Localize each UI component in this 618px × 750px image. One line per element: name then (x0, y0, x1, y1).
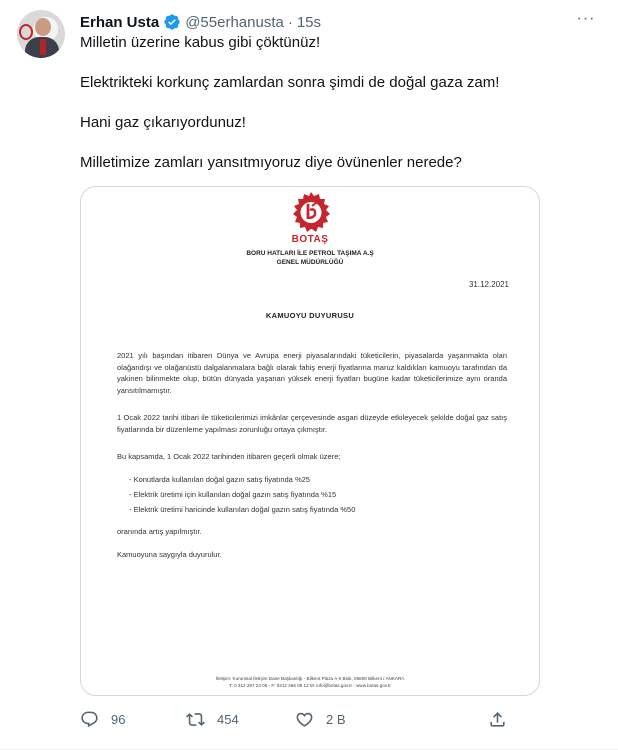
document-paragraph: 2021 yılı başından itibaren Dünya ve Avrupa enerji piyasalarındaki tüketicilerin, piyasalarda yaşanmakta olan olağandışı ve olağanüstü dalgalanmalara bağlı olarak fahiş enerji fiyatlarına maruz kaldıkları kamuoyu tarafından da yakinen bilinmekte olup, bütün dünyada yaşanan yüksek enerji fiyatları bugüne kadar tüketicilerimize aynı oranda yansıtılmamıştır. (117, 351, 507, 395)
tweet-text-line: Hani gaz çıkarıyordunuz! (80, 114, 246, 131)
document-date: 31.12.2021 (468, 280, 509, 289)
footer-line: T: 0 312 297 23 05 - F: 0312 266 08 12 M: info@botas.gov.tr - www.botas.gov.tr (229, 683, 391, 688)
reply-icon (80, 710, 99, 729)
emblem-icon (19, 24, 33, 40)
botas-logo-icon (285, 187, 337, 239)
tweet-time[interactable]: 15s (296, 13, 322, 31)
document-bullet: - Elektrik üretimi haricinde kullanılan doğal gazın satış fiyatında %50 (129, 505, 356, 514)
verified-badge-icon (163, 13, 181, 31)
retweet-icon (186, 710, 205, 729)
document-closing: Kamuoyuna saygıyla duyurulur. (117, 550, 222, 559)
document-paragraph: 1 Ocak 2022 tarihi itibari ile tüketicilerimizi imkânlar çerçevesinde asgari düzeyde etkileyecek şekilde doğal gaz satış fiyatlarında bir düzenleme yapılması zorunluğu ortaya çıkmıştır. (117, 413, 507, 434)
separator-dot: · (287, 13, 293, 31)
share-icon (488, 710, 507, 729)
document-bullet: - Konutlarda kullanılan doğal gazın satış fiyatında %25 (129, 475, 310, 484)
announcement-document (81, 187, 539, 695)
author-name[interactable]: Erhan Usta (80, 13, 160, 31)
brand-name: BOTAŞ (291, 234, 329, 245)
document-title: KAMUOYU DUYURUSU (265, 311, 355, 320)
author-handle[interactable]: @55erhanusta (185, 13, 284, 31)
retweet-count: 454 (217, 711, 239, 727)
company-line: GENEL MÜDÜRLÜĞÜ (276, 259, 344, 266)
company-name (81, 249, 539, 267)
document-paragraph: oranında artış yapılmıştır. (117, 527, 202, 536)
like-count: 2 B (326, 711, 346, 727)
company-line: BORU HATLARI İLE PETROL TAŞIMA A.Ş (246, 250, 374, 257)
tweet-header (80, 11, 321, 33)
footer-line: İletişim: Kurumsal İletişim Daire Başkanlığı - Bilkent Plaza A-II Blok, 06800 Bilkent / ANKARA (215, 676, 405, 681)
reply-count: 96 (111, 711, 126, 727)
tweet-text-line: Milletin üzerine kabus gibi çöktünüz! (80, 34, 321, 51)
tweet-text-line: Milletimize zamları yansıtmıyoruz diye övünenler nerede? (80, 154, 462, 171)
like-icon (295, 710, 314, 729)
avatar-face (35, 18, 51, 36)
avatar-tie (40, 39, 46, 55)
tweet-actions (80, 708, 520, 732)
like-button[interactable] (295, 708, 346, 730)
share-button[interactable] (488, 708, 507, 730)
tweet-text (80, 33, 600, 173)
document-footer (81, 675, 539, 689)
document-bullet: - Elektrik üretimi için kullanılan doğal gazın satış fiyatında %15 (129, 490, 337, 499)
more-icon[interactable]: ··· (576, 10, 596, 27)
document-paragraph: Bu kapsamda, 1 Ocak 2022 tarihinden itibaren geçerli olmak üzere; (117, 452, 341, 461)
retweet-button[interactable] (186, 708, 239, 730)
tweet-text-line: Elektrikteki korkunç zamlardan sonra şimdi de doğal gaza zam! (80, 74, 500, 91)
attached-image[interactable] (80, 186, 540, 696)
avatar[interactable] (17, 10, 65, 58)
reply-button[interactable] (80, 708, 125, 730)
